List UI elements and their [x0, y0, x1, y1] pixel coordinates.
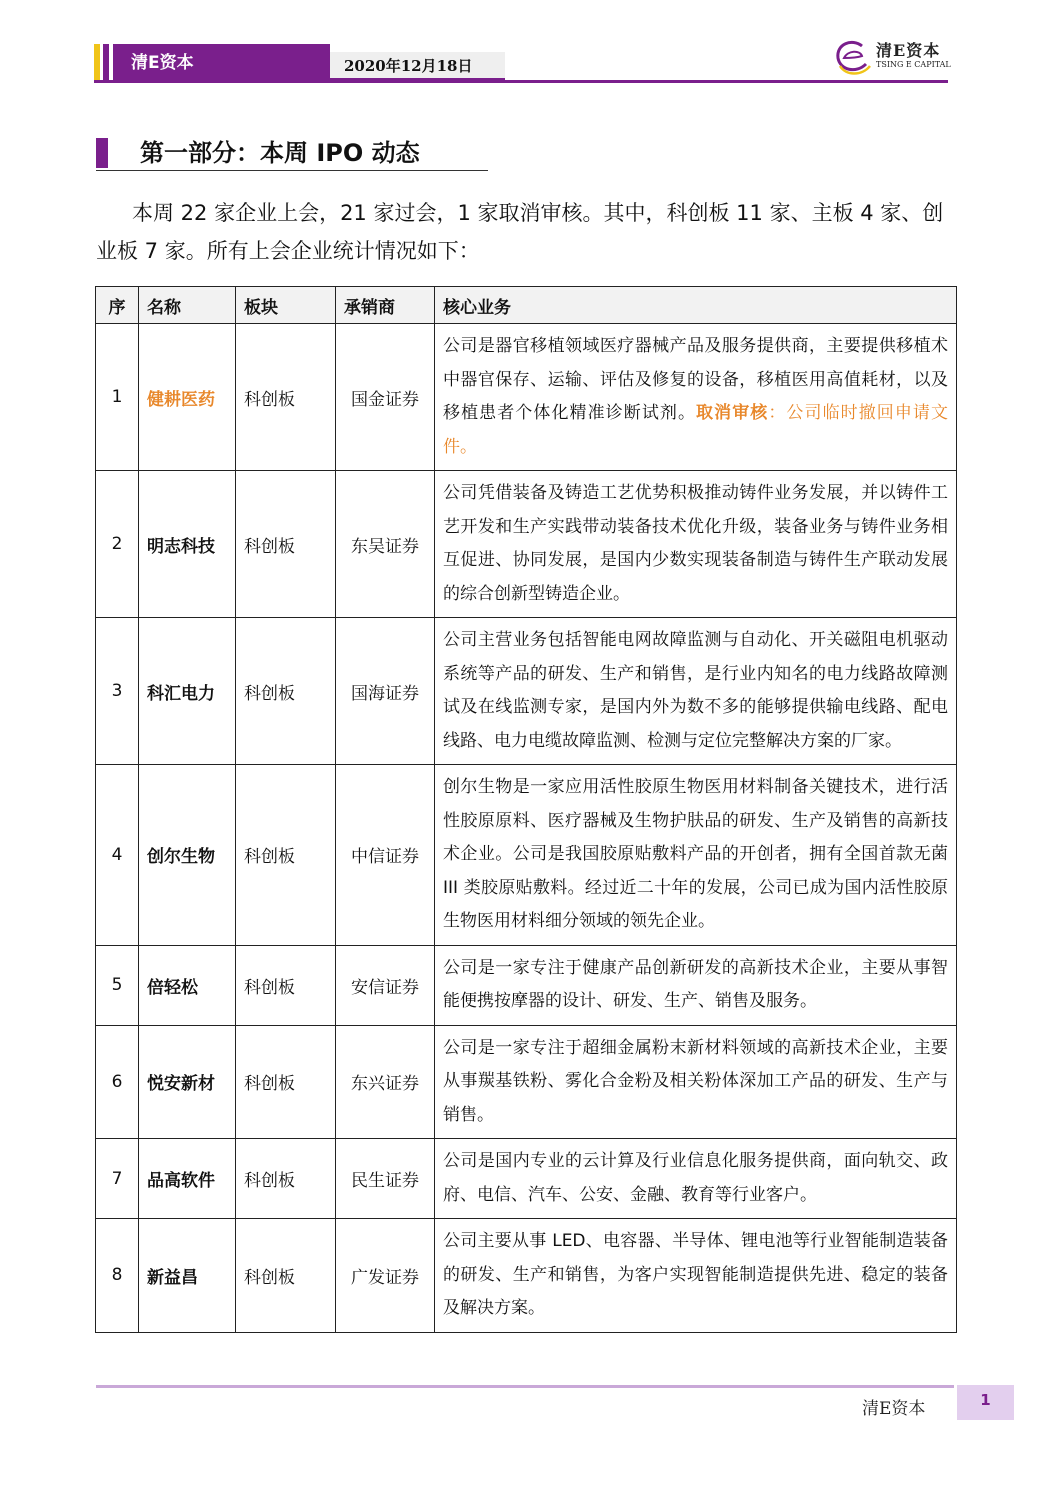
- row-business: 公司主要从事 LED、电容器、半导体、锂电池等行业智能制造装备的研发、生产和销售，为客户实现智能制造提供先进、稳定的装备及解决方案。: [435, 1219, 957, 1333]
- row-name: 品高软件: [139, 1139, 236, 1219]
- row-board: 科创板: [236, 945, 336, 1025]
- header-name: 名称: [139, 287, 236, 324]
- header-divider: [94, 80, 948, 83]
- row-name: 新益昌: [139, 1219, 236, 1333]
- section-title: 第一部分：本周 IPO 动态: [140, 139, 420, 167]
- row-business: 公司是一家专注于健康产品创新研发的高新技术企业，主要从事智能便携按摩器的设计、研发、生产、销售及服务。: [435, 945, 957, 1025]
- header-underwriter: 承销商: [336, 287, 435, 324]
- row-board: 科创板: [236, 1139, 336, 1219]
- row-underwriter: 国金证券: [336, 324, 435, 471]
- table-row: [96, 1139, 957, 1219]
- row-business: 公司是一家专注于超细金属粉末新材料领域的高新技术企业，主要从事羰基铁粉、雾化合金粉及相关粉体深加工产品的研发、生产与销售。: [435, 1025, 957, 1139]
- logo-english-text: TSING E CAPITAL: [876, 60, 951, 69]
- table-row: [96, 324, 957, 471]
- header-purple-bar: [103, 44, 109, 82]
- logo-swirl-icon: [832, 36, 874, 78]
- page-number: 1: [957, 1385, 1014, 1420]
- header-yellow-bar: [94, 44, 100, 82]
- intro-paragraph: [96, 194, 956, 270]
- logo-chinese-text: 清E资本: [876, 41, 941, 60]
- section-underline: [96, 170, 488, 171]
- row-underwriter: 民生证券: [336, 1139, 435, 1219]
- row-business-text: 公司是器官移植领域医疗器械产品及服务提供商，主要提供移植术中器官保存、运输、评估及修复的设备，移植医用高值耗材，以及移植患者个体化精准诊断试剂。: [443, 336, 948, 423]
- row-underwriter: 国海证券: [336, 618, 435, 765]
- cancel-review-label: 取消审核: [696, 403, 769, 423]
- table-row: [96, 618, 957, 765]
- table-row: [96, 1025, 957, 1139]
- company-logo: [832, 36, 952, 78]
- row-board: 科创板: [236, 765, 336, 946]
- table-row: [96, 945, 957, 1025]
- row-underwriter: 东兴证券: [336, 1025, 435, 1139]
- header-business: 核心业务: [435, 287, 957, 324]
- row-board: 科创板: [236, 324, 336, 471]
- row-business: 公司是国内专业的云计算及行业信息化服务提供商，面向轨交、政府、电信、汽车、公安、金融、教育等行业客户。: [435, 1139, 957, 1219]
- header-date: 2020年12月18日: [330, 52, 505, 80]
- row-board: 科创板: [236, 1219, 336, 1333]
- row-name: 悦安新材: [139, 1025, 236, 1139]
- row-board: 科创板: [236, 471, 336, 618]
- header-board: 板块: [236, 287, 336, 324]
- row-board: 科创板: [236, 1025, 336, 1139]
- header-brand: 清E资本: [113, 44, 330, 82]
- row-business: 公司凭借装备及铸造工艺优势积极推动铸件业务发展，并以铸件工艺开发和生产实践带动装备技术优化升级，装备业务与铸件业务相互促进、协同发展，是国内少数实现装备制造与铸件生产联动发展的综合创新型铸造企业。: [435, 471, 957, 618]
- row-no: 8: [96, 1219, 139, 1333]
- row-name: 健耕医药: [139, 324, 236, 471]
- row-underwriter: 东吴证券: [336, 471, 435, 618]
- row-no: 5: [96, 945, 139, 1025]
- cancel-review-note: ：公司临时撤回申请文件。: [443, 403, 949, 457]
- row-business: [435, 324, 957, 471]
- footer-brand: 清E资本: [862, 1399, 926, 1419]
- row-underwriter: 安信证券: [336, 945, 435, 1025]
- row-no: 1: [96, 324, 139, 471]
- row-no: 3: [96, 618, 139, 765]
- row-underwriter: 广发证券: [336, 1219, 435, 1333]
- row-name: 明志科技: [139, 471, 236, 618]
- section-marker: [96, 138, 108, 168]
- table-row: [96, 471, 957, 618]
- row-name: 创尔生物: [139, 765, 236, 946]
- table-row: [96, 765, 957, 946]
- row-underwriter: 中信证券: [336, 765, 435, 946]
- row-name: 倍轻松: [139, 945, 236, 1025]
- row-no: 7: [96, 1139, 139, 1219]
- row-business: 创尔生物是一家应用活性胶原生物医用材料制备关键技术，进行活性胶原原料、医疗器械及生物护肤品的研发、生产及销售的高新技术企业。公司是我国胶原贴敷料产品的开创者，拥有全国首款无菌 III 类胶原贴敷料。经过近二十年的发展，公司已成为国内活性胶原生物医用材料细分领域的领先企业。: [435, 765, 957, 946]
- row-name: 科汇电力: [139, 618, 236, 765]
- table-header-row: [96, 287, 957, 324]
- table-row: [96, 1219, 957, 1333]
- footer-divider: [96, 1385, 954, 1388]
- section-heading: [96, 136, 488, 172]
- row-no: 6: [96, 1025, 139, 1139]
- header-no: 序: [96, 287, 139, 324]
- row-business: 公司主营业务包括智能电网故障监测与自动化、开关磁阻电机驱动系统等产品的研发、生产和销售，是行业内知名的电力线路故障测试及在线监测专家，是国内外为数不多的能够提供输电线路、配电线路、电力电缆故障监测、检测与定位完整解决方案的厂家。: [435, 618, 957, 765]
- ipo-table: [95, 286, 957, 1333]
- row-no: 2: [96, 471, 139, 618]
- row-no: 4: [96, 765, 139, 946]
- intro-text: 本周 22 家企业上会，21 家过会，1 家取消审核。其中，科创板 11 家、主板 4 家、创业板 7 家。所有上会企业统计情况如下：: [96, 201, 944, 263]
- row-board: 科创板: [236, 618, 336, 765]
